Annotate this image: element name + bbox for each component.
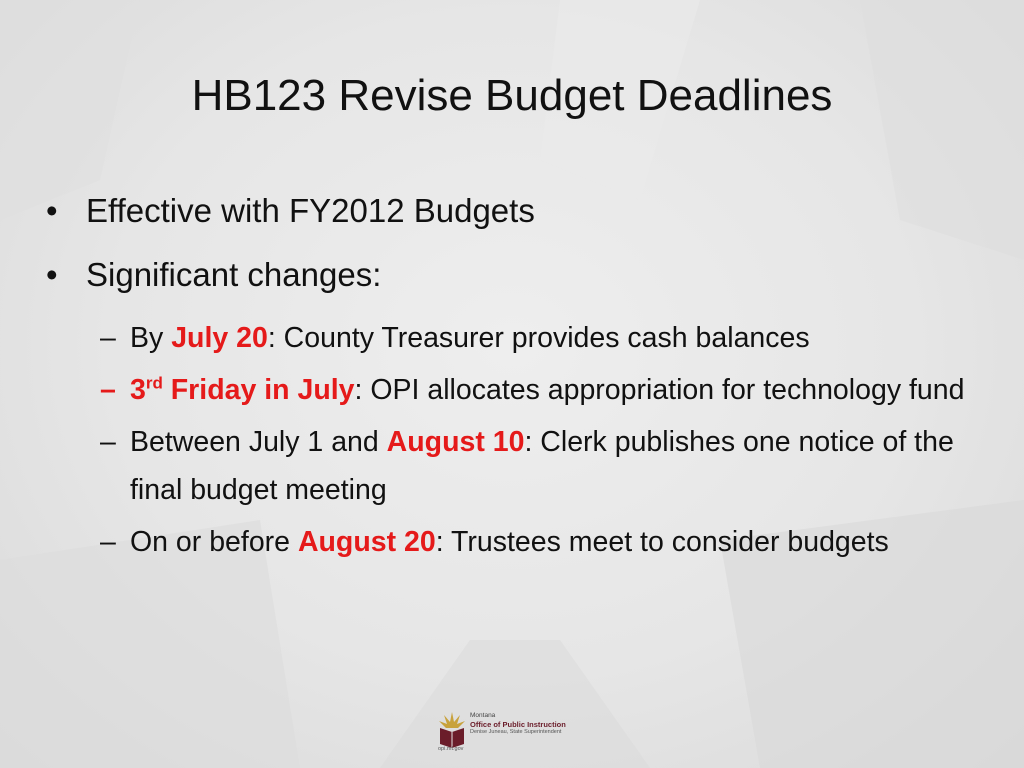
bullet-item [46,254,986,296]
logo-state: Montana [470,712,496,719]
slide-body [46,190,986,570]
dash-marker: – [100,526,116,558]
sub-item-post: : Trustees meet to consider budgets [435,526,889,558]
sub-item [46,518,986,566]
deadline-highlight: August 20 [297,526,436,558]
sub-item-post: : County Treasurer provides cash balances [267,322,810,354]
logo-superintendent: Denise Juneau, State Superintendent [470,729,562,735]
sub-item [46,314,986,362]
sub-list [46,314,986,566]
sub-item-post: : Clerk publishes one notice of the final budget meeting [130,426,954,506]
sub-item [46,418,986,514]
bullet-item [46,190,986,232]
dash-marker: – [100,322,116,354]
deadline-highlight-suffix: rd [145,373,163,393]
deadline-highlight: Friday in July [162,374,355,406]
sub-item [46,366,986,414]
deadline-highlight: August 10 [386,426,525,458]
deadline-highlight-number: 3 [130,374,146,406]
opi-emblem-icon [438,710,466,750]
sub-item-pre: On or before [130,526,298,558]
dash-marker: – [100,374,116,406]
logo-url: opi.mt.gov [438,746,464,752]
dash-marker: – [100,426,116,458]
slide-title: HB123 Revise Budget Deadlines [191,71,833,120]
deadline-highlight: July 20 [171,322,268,354]
sub-item-pre: Between July 1 and [130,426,387,458]
bullet-marker: • [46,256,58,293]
bullet-marker: • [46,192,58,229]
logo-office: Office of Public Instruction [470,720,566,729]
bullet-text: Significant changes: [86,256,382,293]
sub-item-post: : OPI allocates appropriation for technology fund [354,374,965,406]
sub-item-pre: By [130,322,172,354]
bullet-text: Effective with FY2012 Budgets [86,192,535,229]
opi-logo [438,708,578,754]
